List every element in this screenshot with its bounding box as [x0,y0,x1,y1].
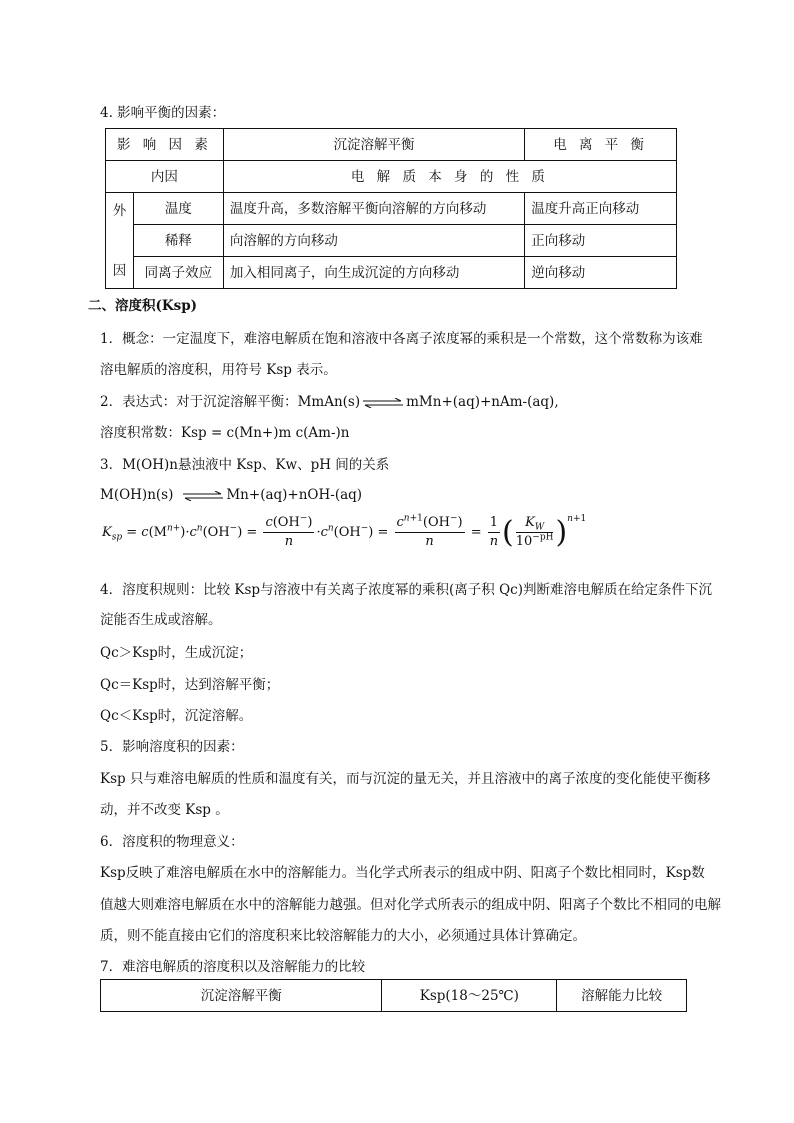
header-ionization: 电 离 平 衡 [525,129,677,161]
hydroxide-equilibrium [100,485,362,505]
equilibrium-arrow-icon-2 [183,491,223,501]
rule-dissolve: Qc＜Ksp时，沉淀溶解。 [100,708,253,724]
header-factor: 影 响 因 素 [106,129,224,161]
concept-line-1: 1．概念：一定温度下，难溶电解质在饱和溶液中各离子浓度幂的乘积是一个常数，这个常数称为该难 [100,331,703,347]
outer-label-bottom: 因 [112,262,127,279]
section-6-title: 6．溶度积的物理意义： [100,834,244,850]
meaning-line-2: 值越大则难溶电解质在水中的溶解能力越强。但对化学式所表示的组成中阴、阳离子个数比不相同的电解 [100,897,721,913]
concept-line-2: 溶电解质的溶度积，用符号 Ksp 表示。 [100,362,337,378]
dissolution-common-ion: 加入相同离子，向生成沉淀的方向移动 [223,257,524,289]
comparison-header-ksp: Ksp(18～25℃) [382,980,557,1012]
dissolution-dilution: 向溶解的方向移动 [223,225,524,257]
inner-factor-value: 电 解 质 本 身 的 性 质 [223,161,676,193]
ionization-dilution: 正向移动 [525,225,677,257]
expression-lhs: MmAn(s) [297,394,361,410]
section-5-title: 5．影响溶度积的因素： [100,739,244,755]
header-dissolution: 沉淀溶解平衡 [223,129,524,161]
rule-equilibrium: Qc＝Ksp时，达到溶解平衡； [100,677,280,693]
factors-line-1: Ksp 只与难溶电解质的性质和温度有关，而与沉淀的量无关，并且溶液中的离子浓度的变化能使平衡移 [100,771,711,787]
section-4-title: 4. 影响平衡的因素： [100,105,226,121]
solubility-rule-line-2: 淀能否生成或溶解。 [100,612,222,628]
dissolution-temperature: 温度升高，多数溶解平衡向溶解的方向移动 [223,193,524,225]
comparison-table [100,979,687,1012]
rule-precipitate: Qc＞Ksp时，生成沉淀； [100,645,253,661]
equilibrium-arrow-icon [363,398,403,408]
factor-common-ion: 同离子效应 [133,257,223,289]
section-3-title: 3．M(OH)n悬浊液中 Ksp、Kw、pH 间的关系 [100,457,390,473]
factor-temperature: 温度 [133,193,223,225]
comparison-header-equilibrium: 沉淀溶解平衡 [101,980,382,1012]
ionization-temperature: 温度升高正向移动 [525,193,677,225]
outer-label-top: 外 [112,202,127,219]
factors-line-2: 动，并不改变 Ksp 。 [100,802,229,818]
section-ksp-title: 二、溶度积(Ksp) [88,298,198,314]
ksp-constant-line: 溶度积常数：Ksp = c(Mn+)m c(Am-)n [100,425,350,441]
inner-factor-label: 内因 [106,161,224,193]
comparison-header-ability: 溶解能力比较 [557,980,687,1012]
hydroxide-lhs: M(OH)n(s) [100,487,174,503]
factors-table [105,128,677,289]
section-7-title: 7．难溶电解质的溶度积以及溶解能力的比较 [100,959,366,975]
meaning-line-1: Ksp反映了难溶电解质在水中的溶解能力。当化学式所表示的组成中阴、阳离子个数比相同时，Ksp数 [100,865,705,881]
solubility-rule-line-1: 4．溶度积规则：比较 Ksp与溶液中有关离子浓度幂的乘积(离子积 Qc)判断难溶电解质在给定条件下沉 [100,582,712,598]
meaning-line-3: 质，则不能直接由它们的溶度积来比较溶解能力的大小，必须通过具体计算确定。 [100,928,586,944]
hydroxide-rhs: Mn+(aq)+nOH-(aq) [226,487,363,503]
expression-prefix: 2．表达式：对于沉淀溶解平衡： [100,394,298,410]
ksp-relation-formula: $K_{sp} = c(M^{n+})\cdot c^n(OH^-)$ = $\frac{c(OH^-)}{n}$ $\cdot c^n(OH^-)$ = $\frac{c^{n+1}(OH^-)}{n}$ = $\frac{1}{n}$ ( $\frac{K_W}{10^{-pH}}$ )$^{n+1}$ [102,513,587,550]
expression-line [100,392,559,412]
expression-rhs: mMn+(aq)+nAm-(aq), [406,394,559,410]
ionization-common-ion: 逆向移动 [525,257,677,289]
outer-factor-label [106,193,134,289]
factor-dilution: 稀释 [133,225,223,257]
